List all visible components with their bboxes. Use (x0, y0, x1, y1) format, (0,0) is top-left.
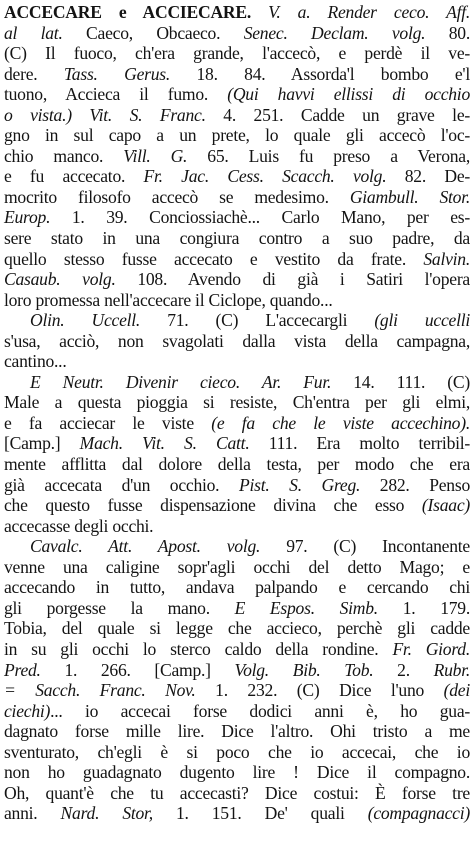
text-line (4, 783, 470, 804)
body-text: mocrito filosofo accecò se medesimo. (4, 186, 350, 207)
citation-text: Pred. (4, 659, 41, 680)
body-text: chio manco. (4, 145, 124, 166)
citation-text: Mach. Vit. S. Catt. (79, 433, 250, 454)
text-line (4, 680, 470, 701)
body-text: e fu accecato. (4, 166, 144, 187)
citation-text: Fr. Giord. (392, 638, 470, 659)
body-text: (C) Il fuoco, ch'era grande, l'accecò, e perdè il ve- (4, 43, 470, 64)
citation-text: (Qui havvi ellissi di occhio (227, 84, 470, 105)
citation-text: V. a. Render ceco. Aff. (268, 2, 470, 22)
text-line (4, 269, 470, 290)
body-text: Oh, quant'è che tu accecasti? Dice costui: È forse tre (4, 782, 470, 803)
text-line (4, 433, 470, 454)
body-text: tuono, Accieca il fumo. (4, 84, 228, 105)
citation-text: (e fa che le viste accechino). (211, 412, 470, 433)
body-text: venne una caligine sopr'agli occhi del detto Mago; e (4, 556, 470, 577)
body-text: 2. (373, 659, 434, 680)
text-line (4, 290, 470, 311)
text-line (4, 660, 470, 681)
citation-text: E Neutr. Divenir cieco. Ar. Fur. (30, 371, 332, 392)
citation-text: Fr. Jac. Cess. Scacch. volg. (143, 166, 387, 187)
body-text: [Camp.] (4, 433, 80, 454)
body-text: 65. Luis fu preso a Verona, (187, 145, 470, 166)
body-text: in su gli occhi lo sterco caldo della rondine. (4, 638, 393, 659)
citation-text: Casaub. volg. (4, 269, 116, 290)
body-text: 282. Penso (360, 474, 470, 495)
citation-text: ciechi) (4, 700, 51, 721)
text-line (4, 310, 470, 331)
body-text: 1. 232. (C) Dice l'uno (195, 680, 444, 701)
headword: ACCECARE e ACCIECARE. (4, 2, 251, 22)
citation-text: al lat. (4, 22, 63, 43)
body-text: quello stesso fusse accecato e vestito da frate. (4, 248, 424, 269)
citation-text: (dei (443, 680, 470, 701)
text-line (4, 557, 470, 578)
body-text: dagnato forse mille lire. Dice l'altro. Ohi tristo a me (4, 721, 470, 742)
body-text: mente afflitta dal dolore della testa, per modo che era (4, 454, 470, 475)
body-text: accecasse degli occhi. (4, 515, 154, 536)
body-text: già accecata d'un occhio. (4, 474, 239, 495)
body-text: gno in sul capo a un prete, lo quale gli accecò l'oc- (4, 125, 470, 146)
text-line (4, 392, 470, 413)
body-text: 1. 266. [Camp.] (40, 659, 235, 680)
text-line (4, 475, 470, 496)
body-text: 111. Era molto terribil- (249, 433, 470, 454)
citation-text: Vit. S. Franc. (89, 104, 206, 125)
citation-text: o vista.) (4, 104, 72, 125)
text-line (4, 351, 470, 372)
body-text: Caeco, Obcaeco. (62, 22, 244, 43)
text-line (4, 43, 470, 64)
text-line (4, 598, 470, 619)
text-line (4, 495, 470, 516)
body-text: Male a questa pioggia si resiste, Ch'entra per gli elmi, (4, 392, 470, 413)
body-text: 1. 39. Conciossiachè... Carlo Mano, per es- (50, 207, 470, 228)
citation-text: Volg. Bib. Tob. (234, 659, 374, 680)
text-line (4, 187, 470, 208)
text-line (4, 125, 470, 146)
body-text: non ho guadagnato dugento lire ! Dice il compagno. (4, 762, 470, 783)
citation-text: = Sacch. Franc. Nov. (4, 680, 196, 701)
citation-text: Nard. Stor, (60, 803, 153, 824)
citation-text: Pist. S. Greg. (238, 474, 361, 495)
text-line (4, 146, 470, 167)
body-text: 18. 84. Assorda'l bombo e'l (170, 63, 470, 84)
citation-text: (compagnacci) (367, 803, 470, 824)
text-line (4, 516, 470, 537)
citation-text: Salvin. (423, 248, 470, 269)
text-line (4, 536, 470, 557)
text-line (4, 228, 470, 249)
text-line (4, 84, 470, 105)
body-text: anni. (4, 803, 61, 824)
citation-text: (Isaac) (421, 495, 470, 516)
body-text: loro promessa nell'accecare il Ciclope, quando... (4, 289, 333, 310)
text-line (4, 166, 470, 187)
body-text: dere. (4, 63, 64, 84)
text-line (4, 721, 470, 742)
text-line (4, 372, 470, 393)
body-text: 4. 251. Cadde un grave le- (205, 104, 470, 125)
text-line (4, 639, 470, 660)
text-line (4, 2, 470, 23)
text-line (4, 577, 470, 598)
text-line (4, 701, 470, 722)
citation-text: (gli uccelli (374, 310, 470, 331)
citation-text: Tass. Gerus. (63, 63, 171, 84)
body-text: sventurato, ch'egli è si poco che io accecai, che io (4, 741, 470, 762)
text-line (4, 207, 470, 228)
body-text: ... io accecai forse dodici anni è, ho gua- (50, 700, 470, 721)
body-text: 97. (C) Incontanente (260, 536, 470, 557)
dictionary-entry-accecare (4, 2, 470, 824)
citation-text: Senec. Declam. volg. (243, 22, 426, 43)
text-line (4, 454, 470, 475)
text-line (4, 413, 470, 434)
body-text: cantino... (4, 351, 67, 372)
body-text: che questo fusse dispensazione divina che esso (4, 495, 422, 516)
text-line (4, 23, 470, 44)
text-line (4, 618, 470, 639)
text-line (4, 331, 470, 352)
body-text: 80. (425, 22, 470, 43)
text-line (4, 64, 470, 85)
body-text: gli porgesse la mano. (4, 597, 235, 618)
body-text: 1. 151. De' quali (152, 803, 368, 824)
text-line (4, 762, 470, 783)
body-text: e fa acciecar le viste (4, 412, 212, 433)
text-line (4, 249, 470, 270)
body-text: 108. Avendo di già i Satiri l'opera (115, 269, 470, 290)
citation-text: Rubr. (433, 659, 470, 680)
citation-text: Vill. G. (123, 145, 188, 166)
text-line (4, 803, 470, 824)
body-text (72, 105, 90, 125)
body-text: 14. 111. (C) (331, 371, 470, 392)
body-text: 1. 179. (377, 597, 470, 618)
body-text: 71. (C) L'accecargli (140, 310, 375, 331)
body-text: accecando in tutto, andava palpando e cercando chi (4, 577, 470, 598)
body-text: sere stato in una congiura contro a suo padre, da (4, 228, 470, 249)
text-line (4, 742, 470, 763)
body-text: 82. De- (386, 166, 470, 187)
citation-text: Olin. Uccell. (30, 310, 141, 331)
citation-text: E Espos. Simb. (234, 597, 378, 618)
body-text: s'usa, acciò, non svagolati dalla vista della campagna, (4, 330, 470, 351)
body-text (251, 2, 268, 22)
citation-text: Europ. (4, 207, 51, 228)
text-line (4, 105, 470, 126)
citation-text: Giambull. Stor. (349, 186, 470, 207)
citation-text: Cavalc. Att. Apost. volg. (30, 536, 261, 557)
body-text: Tobia, del quale si legge che accieco, perchè gli cadde (4, 618, 470, 639)
